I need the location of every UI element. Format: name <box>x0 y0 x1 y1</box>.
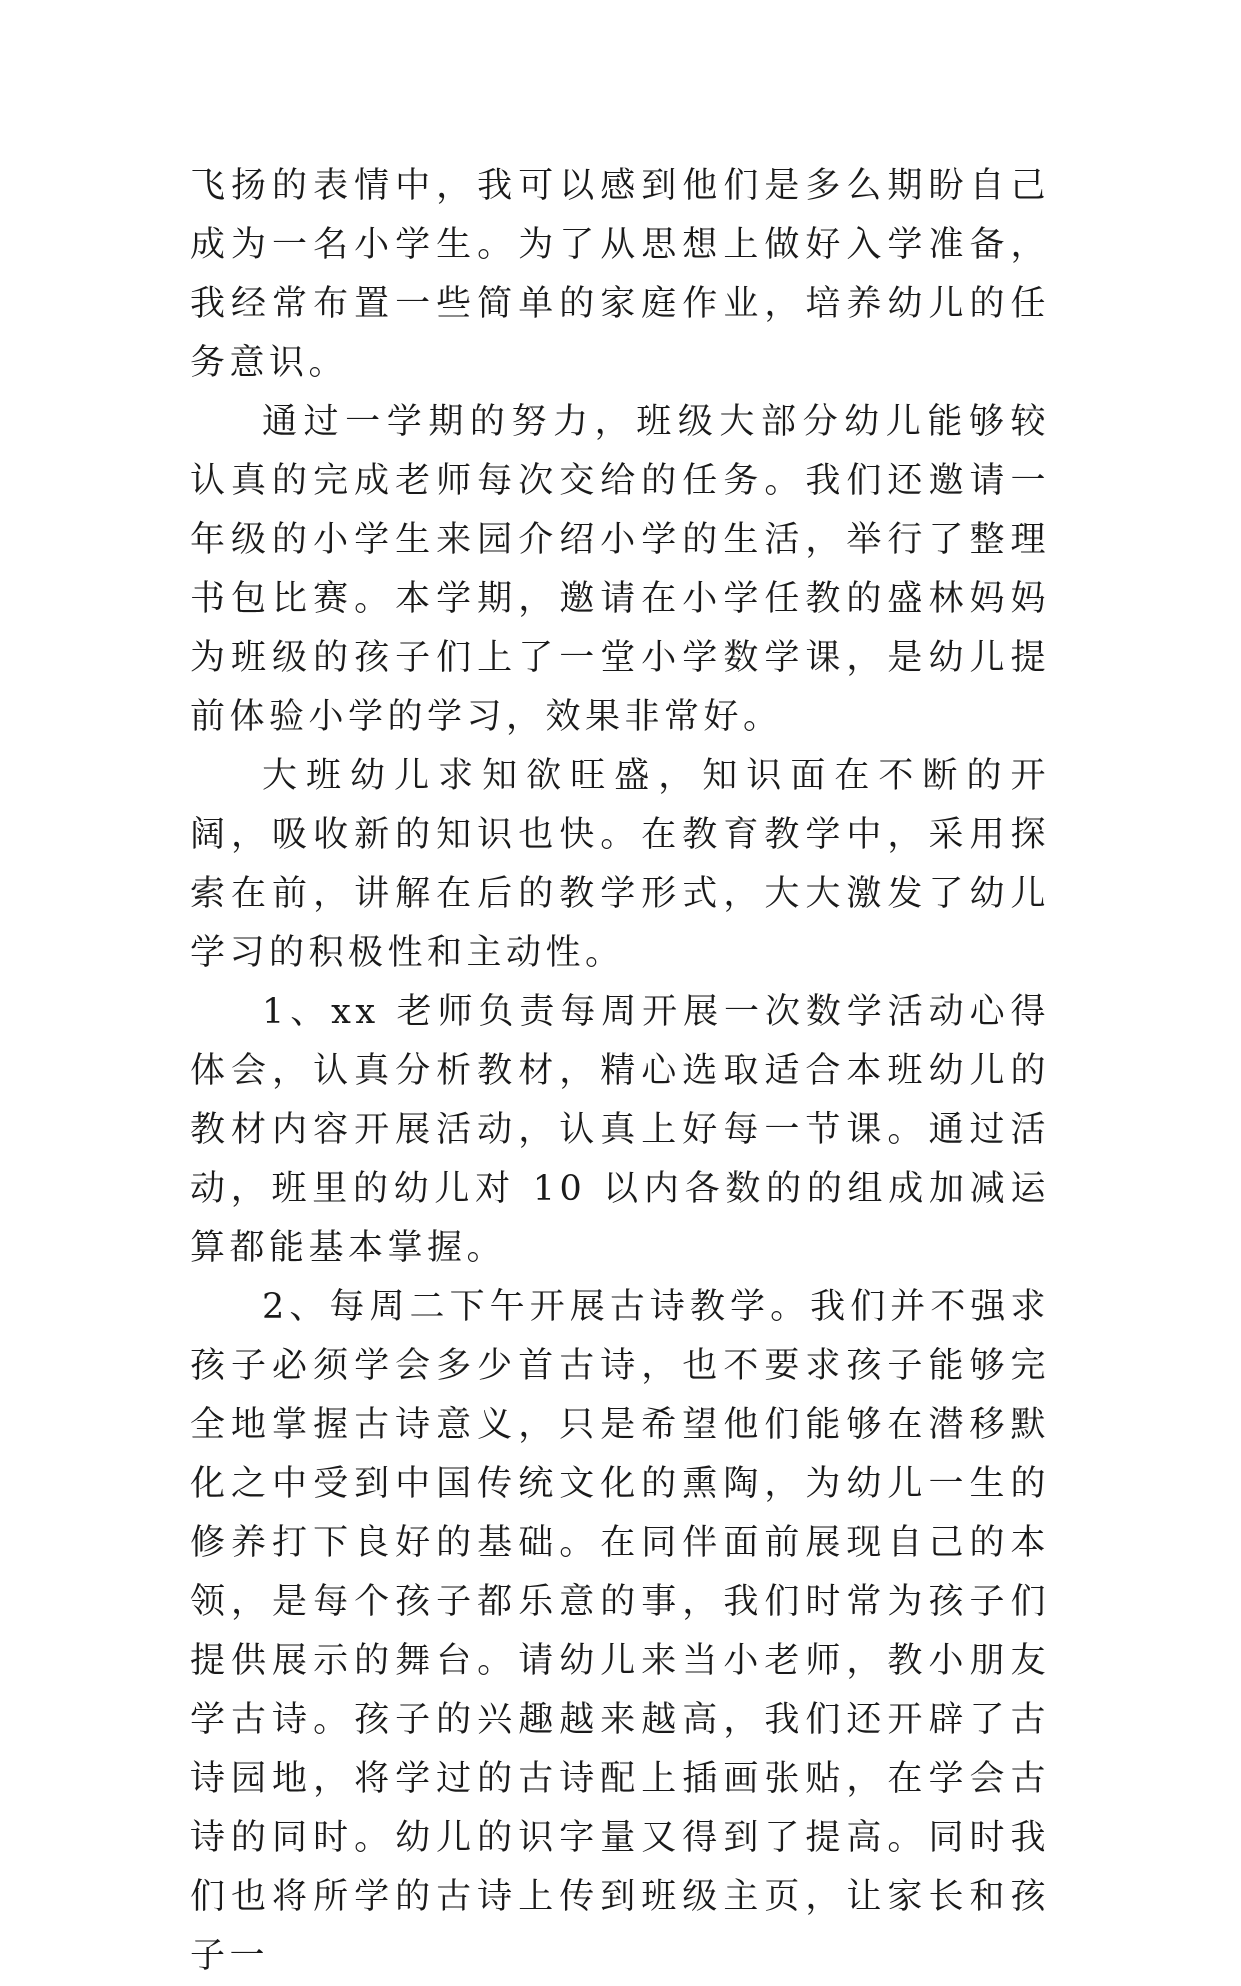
body-text <box>190 157 1050 1986</box>
paragraph-1: 飞扬的表情中，我可以感到他们是多么期盼自己成为一名小学生。为了从思想上做好入学准备，我经常布置一些简单的家庭作业，培养幼儿的任务意识。 <box>190 166 1050 383</box>
paragraph-4: 1、xx 老师负责每周开展一次数学活动心得体会，认真分析教材，精心选取适合本班幼儿的教材内容开展活动，认真上好每一节课。通过活动，班里的幼儿对 10 以内各数的的组成加减运算都能基本掌握。 <box>190 992 1050 1268</box>
paragraph-3: 大班幼儿求知欲旺盛，知识面在不断的开阔，吸收新的知识也快。在教育教学中，采用探索在前，讲解在后的教学形式，大大激发了幼儿学习的积极性和主动性。 <box>190 756 1050 973</box>
paragraph-2: 通过一学期的努力，班级大部分幼儿能够较认真的完成老师每次交给的任务。我们还邀请一年级的小学生来园介绍小学的生活，举行了整理书包比赛。本学期，邀请在小学任教的盛林妈妈为班级的孩子们上了一堂小学数学课，是幼儿提前体验小学的学习，效果非常好。 <box>190 402 1050 737</box>
paragraph-5: 2、每周二下午开展古诗教学。我们并不强求孩子必须学会多少首古诗，也不要求孩子能够完全地掌握古诗意义，只是希望他们能够在潜移默化之中受到中国传统文化的熏陶，为幼儿一生的修养打下良好的基础。在同伴面前展现自己的本领，是每个孩子都乐意的事，我们时常为孩子们提供展示的舞台。请幼儿来当小老师，教小朋友学古诗。孩子的兴趣越来越高，我们还开辟了古诗园地，将学过的古诗配上插画张贴，在学会古诗的同时。幼儿的识字量又得到了提高。同时我们也将所学的古诗上传到班级主页，让家长和孩子一 <box>190 1287 1050 1976</box>
